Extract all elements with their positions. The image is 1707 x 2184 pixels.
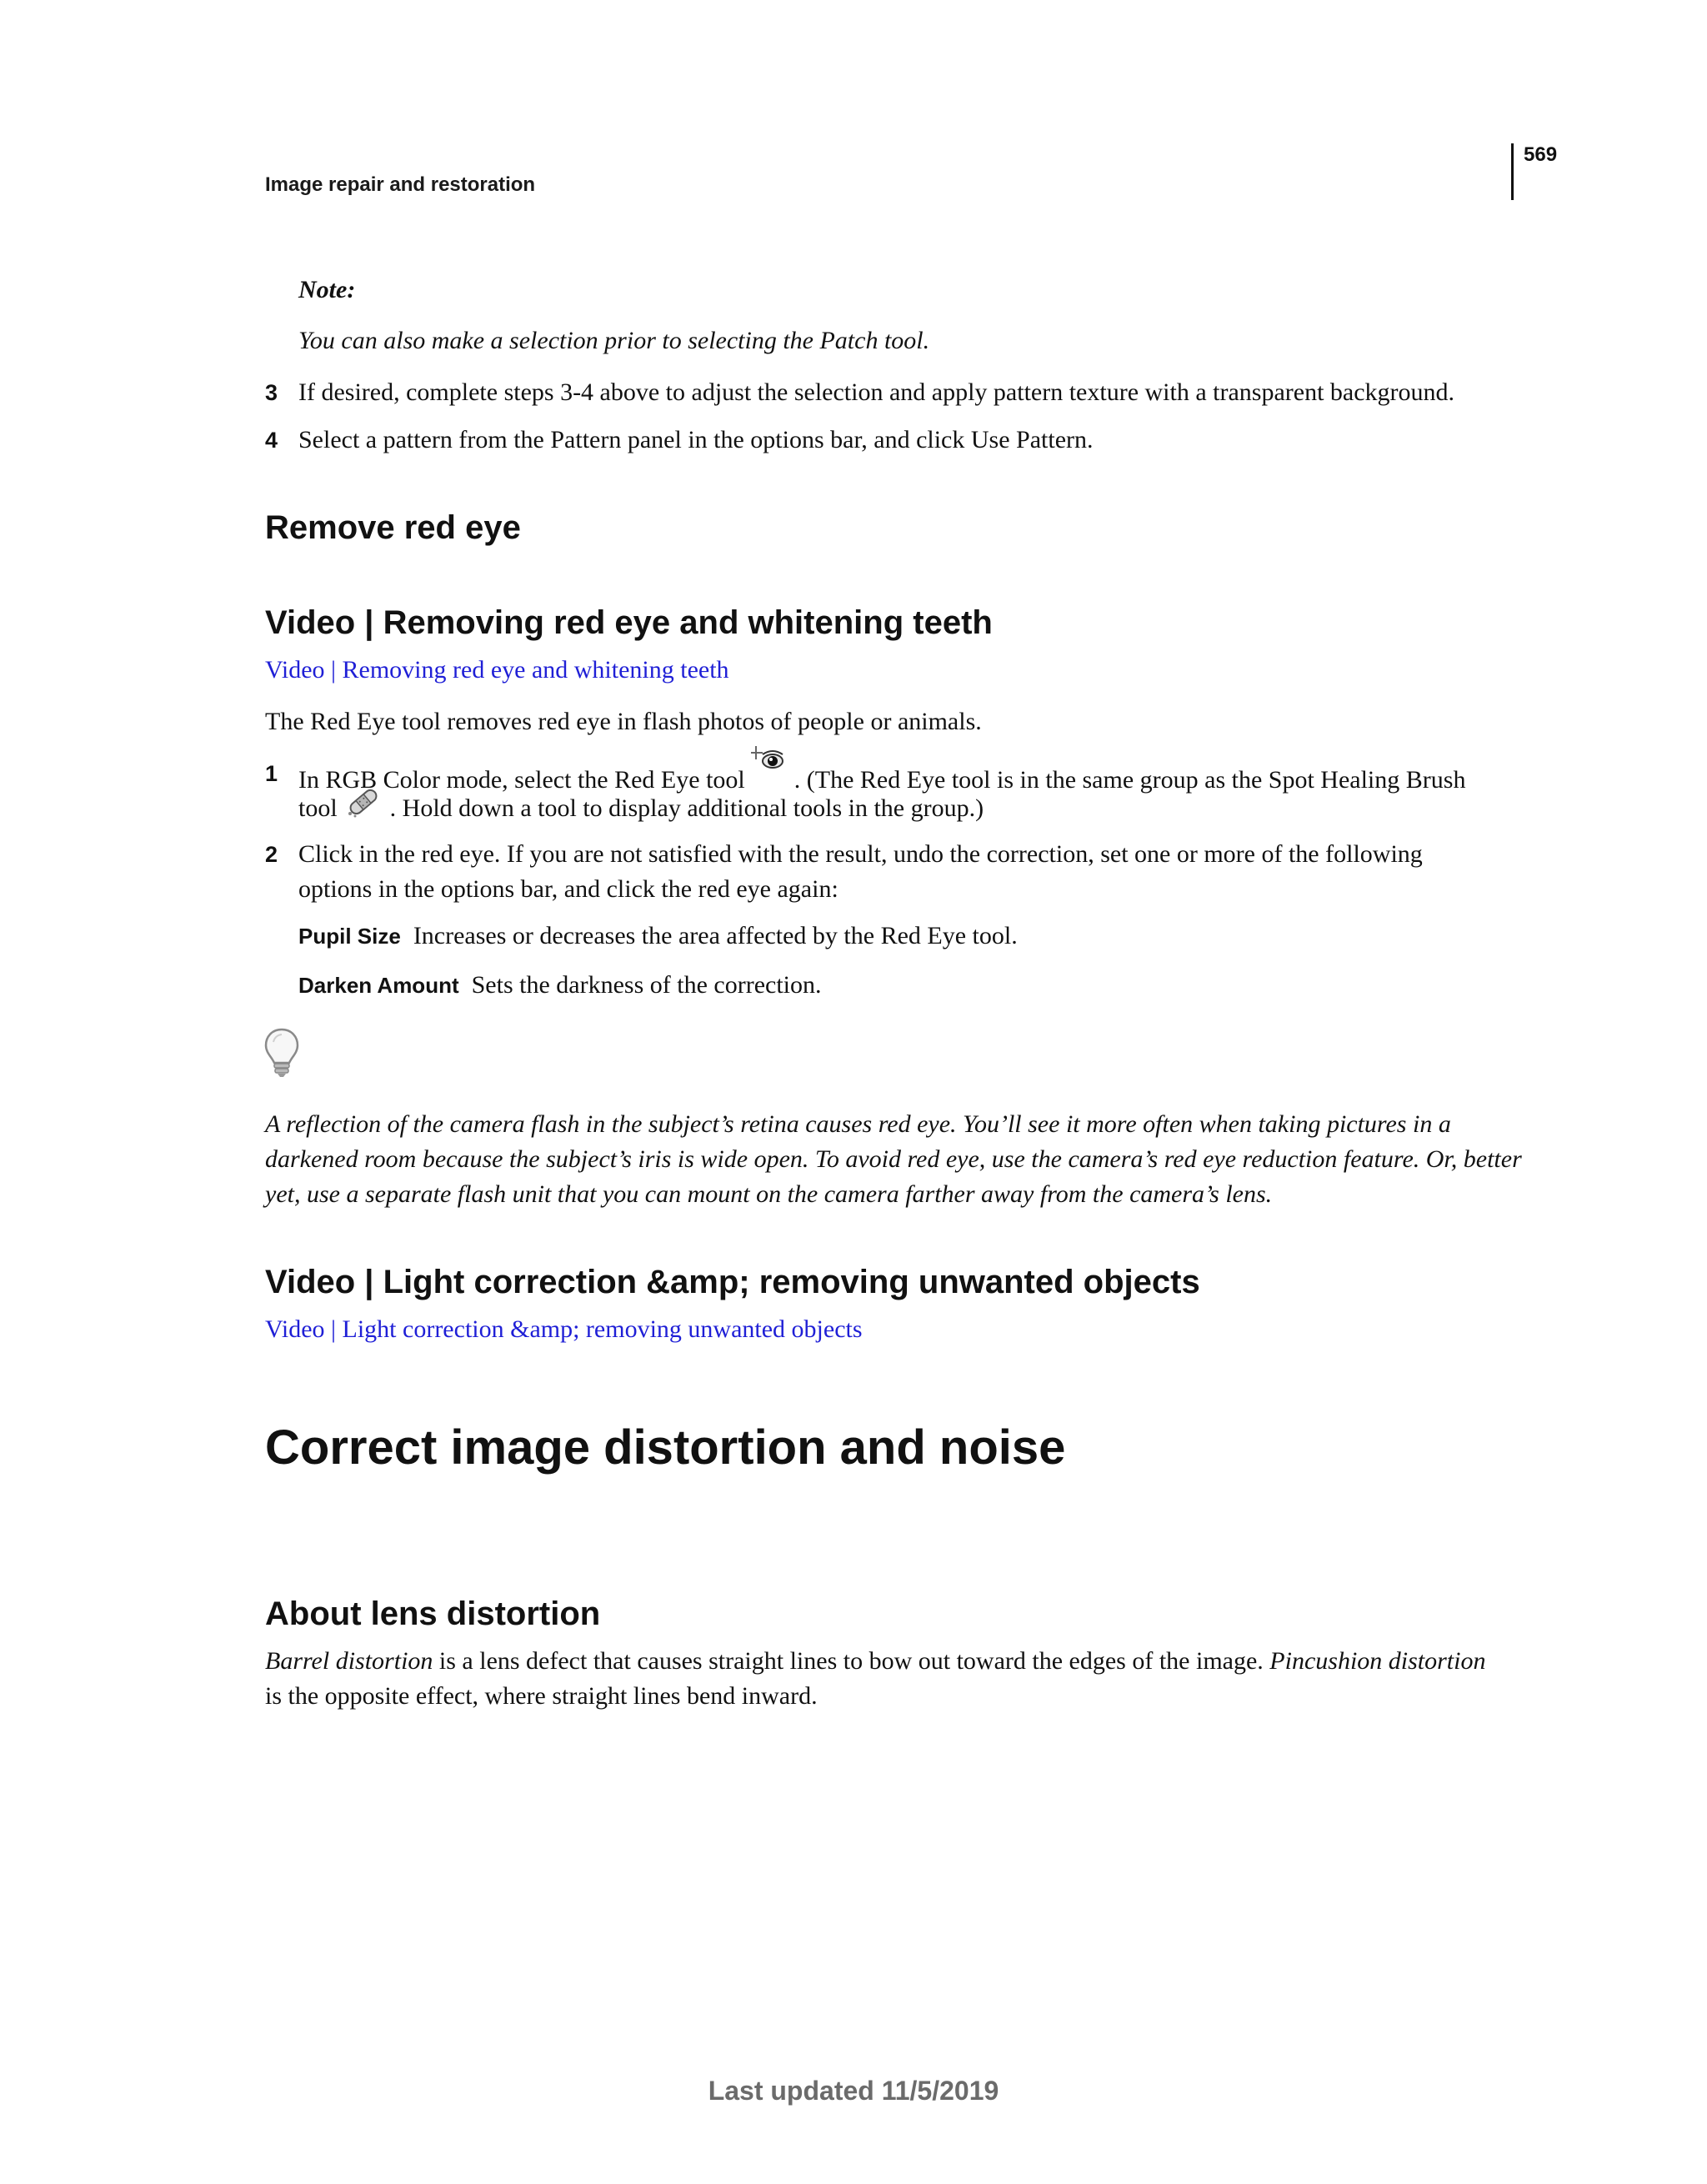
intro-paragraph: The Red Eye tool removes red eye in flash photos of people or animals.: [265, 708, 982, 735]
lightbulb-icon: [263, 1027, 300, 1079]
option-term: Pupil Size: [298, 924, 401, 949]
video-heading: Video | Light correction &amp; removing unwanted objects: [265, 1264, 1200, 1300]
option-term: Darken Amount: [298, 973, 459, 998]
step-number: 4: [265, 428, 278, 453]
step-text: Click in the red eye. If you are not satisfied with the result, undo the correction, set one or more of the following: [298, 840, 1423, 868]
step-text: Select a pattern from the Pattern panel in the options bar, and click Use Pattern.: [298, 426, 1094, 453]
option-entry: [298, 919, 1018, 954]
option-entry: [298, 968, 822, 1003]
lens-paragraph-line: is the opposite effect, where straight lines bend inward.: [265, 1682, 818, 1710]
page-number: 569: [1524, 143, 1558, 166]
term-pincushion-distortion: Pincushion distortion: [1269, 1647, 1486, 1675]
step-text: If desired, complete steps 3-4 above to adjust the selection and apply pattern texture with a transparent background.: [298, 378, 1455, 406]
section-title: Correct image distortion and noise: [265, 1420, 1066, 1475]
step-number: 2: [265, 842, 278, 867]
option-description: Increases or decreases the area affected by the Red Eye tool.: [413, 922, 1018, 949]
step-number: 1: [265, 761, 278, 786]
option-description: Sets the darkness of the correction.: [471, 971, 822, 999]
step-text-part: . Hold down a tool to display additional tools in the group.): [389, 794, 984, 822]
video-link[interactable]: Video | Removing red eye and whitening teeth: [265, 656, 729, 684]
running-header: Image repair and restoration: [265, 173, 536, 196]
subsection-heading: About lens distortion: [265, 1595, 601, 1632]
step-text-part: tool: [298, 794, 338, 822]
video-link[interactable]: Video | Light correction &amp; removing unwanted objects: [265, 1315, 863, 1343]
step-text-continued: [298, 791, 984, 827]
lens-paragraph-line: [265, 1644, 1485, 1679]
tip-text-line: A reflection of the camera flash in the subject’s retina causes red eye. You’ll see it more often when taking pictures in a: [265, 1110, 1451, 1138]
note-label: Note:: [298, 276, 356, 303]
note-text: You can also make a selection prior to selecting the Patch tool.: [298, 327, 930, 354]
spot-healing-brush-icon: [343, 785, 383, 819]
footer-last-updated: Last updated 11/5/2019: [708, 2076, 999, 2106]
term-barrel-distortion: Barrel distortion: [265, 1647, 433, 1675]
tip-text-line: darkened room because the subject’s iris is wide open. To avoid red eye, use the camera’s red eye reduction feature. Or, better: [265, 1145, 1522, 1173]
step-text-part: In RGB Color mode, select the Red Eye tool: [298, 766, 745, 794]
red-eye-tool-icon: [751, 744, 788, 778]
step-text-continued: options in the options bar, and click the red eye again:: [298, 875, 838, 903]
section-heading: Remove red eye: [265, 509, 521, 546]
paragraph-text: is a lens defect that causes straight lines to bow out toward the edges of the image.: [433, 1647, 1270, 1675]
tip-text-line: yet, use a separate flash unit that you can mount on the camera farther away from the camera’s lens.: [265, 1180, 1273, 1208]
step-text-part: . (The Red Eye tool is in the same group as the Spot Healing Brush: [793, 766, 1466, 794]
step-number: 3: [265, 380, 278, 405]
header-divider: [1511, 143, 1514, 200]
video-heading: Video | Removing red eye and whitening teeth: [265, 604, 993, 641]
